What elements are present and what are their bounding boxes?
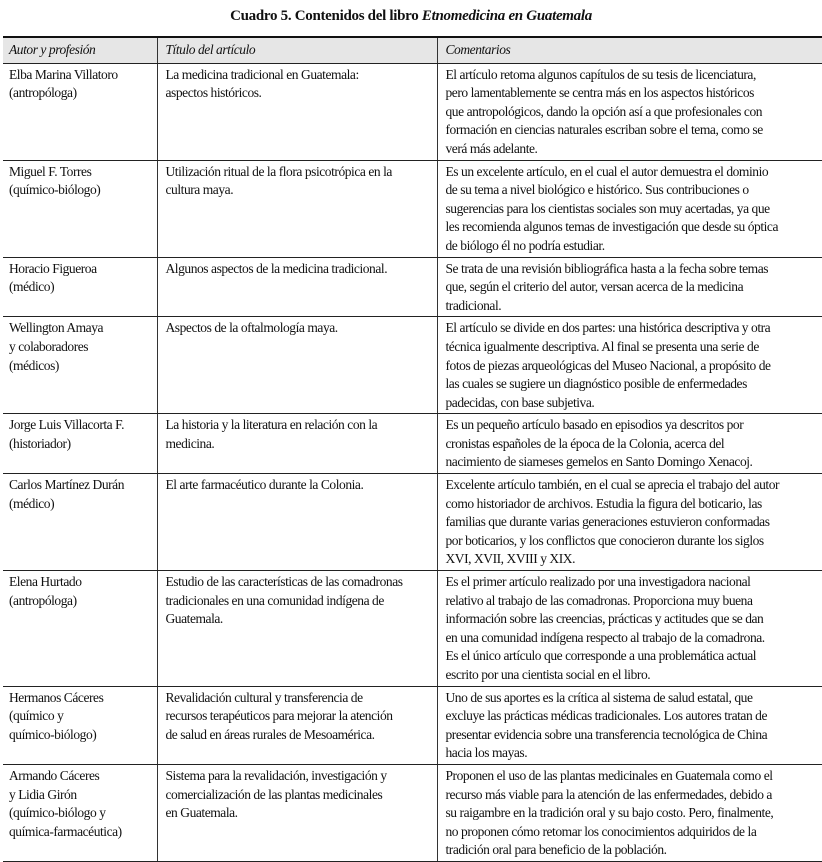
article-title-cell: Estudio de las características de las comadronas tradicionales en una comunidad indígena de Guatemala. bbox=[157, 571, 437, 687]
author-cell: Horacio Figueroa (médico) bbox=[3, 257, 157, 317]
table-row bbox=[3, 686, 822, 764]
author-cell: Armando Cáceres y Lidia Girón (químico-biólogo y química-farmacéutica) bbox=[3, 764, 157, 861]
author-cell: Jorge Luis Villacorta F. (historiador) bbox=[3, 414, 157, 474]
table-caption bbox=[0, 8, 822, 25]
contents-table bbox=[3, 36, 822, 862]
author-cell: Elena Hurtado (antropóloga) bbox=[3, 571, 157, 687]
author-cell: Elba Marina Villatoro (antropóloga) bbox=[3, 63, 157, 160]
article-title-cell: Revalidación cultural y transferencia de recursos terapéuticos para mejorar la atención de salud en áreas rurales de Mesoamérica. bbox=[157, 686, 437, 764]
caption-text: Cuadro 5. Contenidos del libro bbox=[230, 8, 422, 24]
article-title-cell: La medicina tradicional en Guatemala: aspectos históricos. bbox=[157, 63, 437, 160]
header-article: Título del artículo bbox=[157, 37, 437, 63]
header-author: Autor y profesión bbox=[3, 37, 157, 63]
table-header-row bbox=[3, 37, 822, 63]
comment-cell: Proponen el uso de las plantas medicinales en Guatemala como el recurso más viable para la atención de las enfermedades, debido a su raigambre en la tradición oral y su bajo costo. Pero, finalmente, no proponen cómo retomar los conocimientos adquiridos de la tradición oral para beneficio de la población. bbox=[437, 764, 822, 861]
author-cell: Wellington Amaya y colaboradores (médicos) bbox=[3, 317, 157, 414]
article-title-cell: La historia y la literatura en relación con la medicina. bbox=[157, 414, 437, 474]
table-row bbox=[3, 474, 822, 571]
comment-cell: Es el primer artículo realizado por una investigadora nacional relativo al trabajo de las comadronas. Proporciona muy buena información sobre las creencias, prácticas y actitudes que se dan en una comunidad indígena respecto al trabajo de la comadrona. Es el único artículo que corresponde a una problemática actual escrito por una cientista social en el libro. bbox=[437, 571, 822, 687]
table-row bbox=[3, 571, 822, 687]
caption-book-title: Etnomedicina en Guatemala bbox=[421, 8, 592, 24]
table-row bbox=[3, 414, 822, 474]
header-comments: Comentarios bbox=[437, 37, 822, 63]
author-cell: Carlos Martínez Durán (médico) bbox=[3, 474, 157, 571]
comment-cell: Es un excelente artículo, en el cual el autor demuestra el dominio de su tema a nivel biológico e histórico. Sus contribuciones o sugerencias para los cientistas sociales son muy acertadas, ya que les recomienda algunos temas de investigación que desde su óptica de biólogo él no podría estudiar. bbox=[437, 160, 822, 257]
author-cell: Hermanos Cáceres (químico y químico-biólogo) bbox=[3, 686, 157, 764]
table-row bbox=[3, 317, 822, 414]
comment-cell: Es un pequeño artículo basado en episodios ya descritos por cronistas españoles de la época de la Colonia, acerca del nacimiento de siameses gemelos en Santo Domingo Xenacoj. bbox=[437, 414, 822, 474]
comment-cell: El artículo se divide en dos partes: una histórica descriptiva y otra técnica igualmente descriptiva. Al final se presenta una serie de fotos de piezas arqueológicas del Museo Nacional, a propósito de las cuales se sugiere un diagnóstico posible de enfermedades padecidas, con base subjetiva. bbox=[437, 317, 822, 414]
author-cell: Miguel F. Torres (químico-biólogo) bbox=[3, 160, 157, 257]
table-row bbox=[3, 63, 822, 160]
article-title-cell: El arte farmacéutico durante la Colonia. bbox=[157, 474, 437, 571]
comment-cell: Uno de sus aportes es la crítica al sistema de salud estatal, que excluye las prácticas médicas tradicionales. Los autores tratan de presentar evidencia sobre una transferencia tecnológica de China hacia los mayas. bbox=[437, 686, 822, 764]
table-row bbox=[3, 160, 822, 257]
article-title-cell: Algunos aspectos de la medicina tradicional. bbox=[157, 257, 437, 317]
table-row bbox=[3, 764, 822, 861]
table-row bbox=[3, 257, 822, 317]
article-title-cell: Aspectos de la oftalmología maya. bbox=[157, 317, 437, 414]
article-title-cell: Utilización ritual de la flora psicotrópica en la cultura maya. bbox=[157, 160, 437, 257]
comment-cell: Se trata de una revisión bibliográfica hasta a la fecha sobre temas que, según el criterio del autor, versan acerca de la medicina tradicional. bbox=[437, 257, 822, 317]
article-title-cell: Sistema para la revalidación, investigación y comercialización de las plantas medicinales en Guatemala. bbox=[157, 764, 437, 861]
comment-cell: El artículo retoma algunos capítulos de su tesis de licenciatura, pero lamentablemente se centra más en los aspectos históricos que antropológicos, dando la opción así a que profesionales con formación en ciencias naturales escriban sobre el tema, como se verá más adelante. bbox=[437, 63, 822, 160]
comment-cell: Excelente artículo también, en el cual se aprecia el trabajo del autor como historiador de archivos. Estudia la figura del boticario, las familias que durante varias generaciones estuvieron conformadas por boticarios, y los conflictos que conocieron durante los siglos XVI, XVII, XVIII y XIX. bbox=[437, 474, 822, 571]
